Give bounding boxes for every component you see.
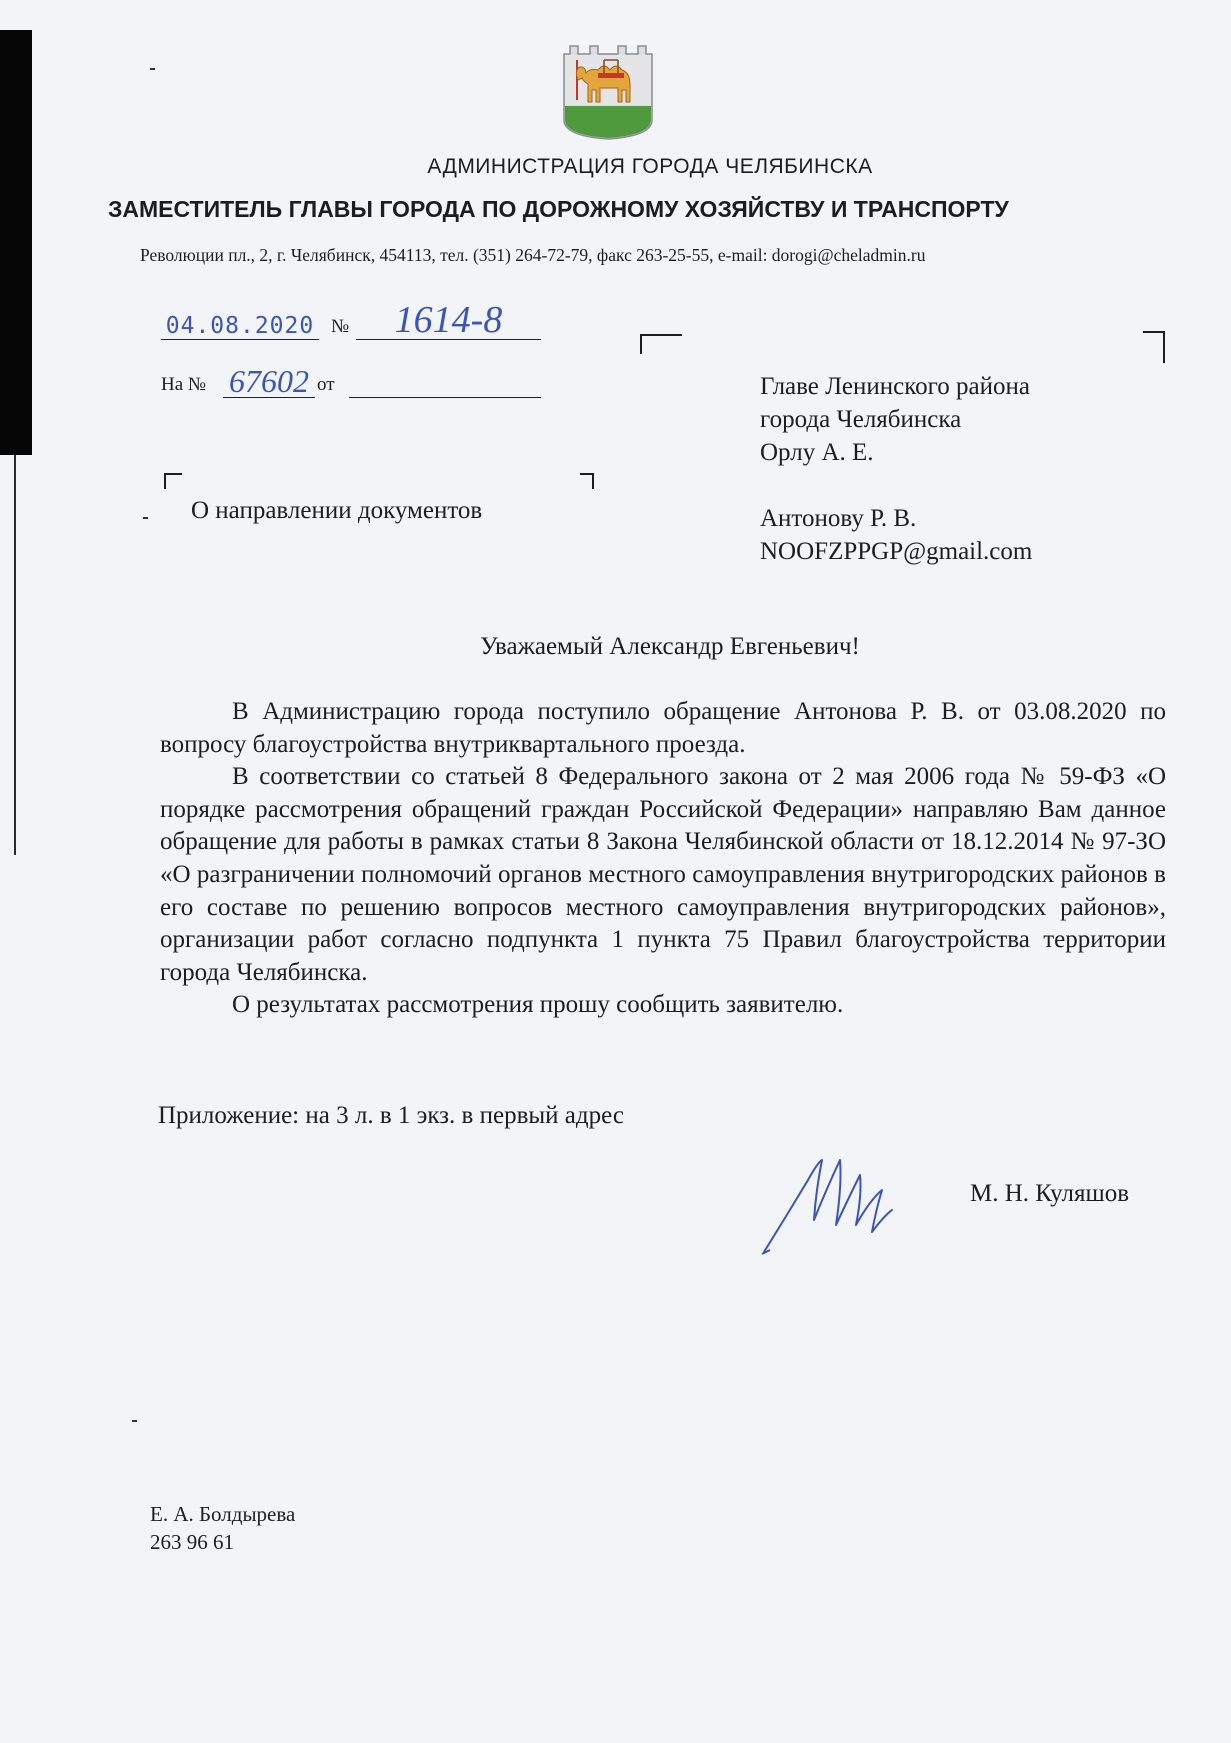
recipient-line: Антонову Р. В. — [760, 505, 917, 532]
recipient-block — [760, 370, 1032, 568]
body-paragraph: В соответствии со статьей 8 Федерального закона от 2 мая 2006 года № 59-ФЗ «О порядке рассмотрения обращений граждан Российской Федерации» направляю Вам данное обращение для работы в рамках статьи 8 Закона Челябинской области от 18.12.2014 № 97-ЗО «О разграничении полномочий органов местного самоуправления внутригородских районов в его составе по решению вопросов местного самоуправления внутригородских районов», организации работ согласно подпункта 1 пункта 75 Правил благоустройства территории города Челябинска. — [160, 763, 1166, 986]
handwritten-signature — [760, 1140, 950, 1260]
recipient-email: NOOFZPPGP@gmail.com — [760, 538, 1033, 565]
recipient-line: Главе Ленинского района — [760, 373, 1030, 400]
scan-speck — [150, 68, 155, 70]
city-emblem-icon — [560, 40, 656, 140]
outgoing-date: 04.08.2020 — [161, 313, 319, 340]
outgoing-number: 1614-8 — [356, 301, 541, 340]
body-paragraph: В Администрацию города поступило обращение Антонова Р. В. от 03.08.2020 по вопросу благоустройства внутриквартального проезда. — [160, 698, 1166, 758]
reply-reference-row — [161, 363, 541, 399]
letter-body — [160, 696, 1166, 1022]
executor-name: Е. А. Болдырева — [150, 1502, 296, 1526]
greeting: Уважаемый Александр Евгеньевич! — [480, 633, 860, 660]
subject-corner-left — [164, 473, 182, 489]
scan-edge-shadow — [0, 30, 32, 455]
scan-speck — [143, 517, 148, 519]
number-label: № — [331, 316, 350, 337]
reply-label: На № — [161, 374, 207, 395]
administration-name: АДМИНИСТРАЦИЯ ГОРОДА ЧЕЛЯБИНСКА — [427, 155, 873, 178]
reply-from-field — [349, 396, 541, 398]
reply-number: 67602 — [223, 365, 315, 398]
recipient-line: Орлу А. Е. — [760, 439, 874, 466]
letter-subject: О направлении документов — [191, 497, 483, 524]
recipient-line: города Челябинска — [760, 406, 962, 433]
subject-corner-right — [580, 473, 594, 489]
registration-row — [161, 299, 541, 341]
scan-speck — [132, 1420, 137, 1422]
body-paragraph: О результатах рассмотрения прошу сообщить заявителю. — [232, 991, 844, 1019]
contact-address: Революции пл., 2, г. Челябинск, 454113, тел. (351) 264-72-79, факс 263-25-55, e-mail: dorogi@cheladmin.ru — [140, 245, 926, 265]
deputy-title: ЗАМЕСТИТЕЛЬ ГЛАВЫ ГОРОДА ПО ДОРОЖНОМУ ХОЗЯЙСТВУ И ТРАНСПОРТУ — [108, 196, 1009, 222]
executor-block — [150, 1500, 295, 1556]
recipient-corner-right — [1143, 331, 1165, 363]
executor-phone: 263 96 61 — [150, 1530, 234, 1554]
recipient-corner-left — [640, 334, 682, 354]
recipient-spacer — [760, 469, 1032, 502]
signer-name: М. Н. Куляшов — [970, 1180, 1130, 1207]
attachment-note: Приложение: на 3 л. в 1 экз. в первый адрес — [158, 1102, 624, 1129]
reply-from-label: от — [317, 374, 335, 395]
